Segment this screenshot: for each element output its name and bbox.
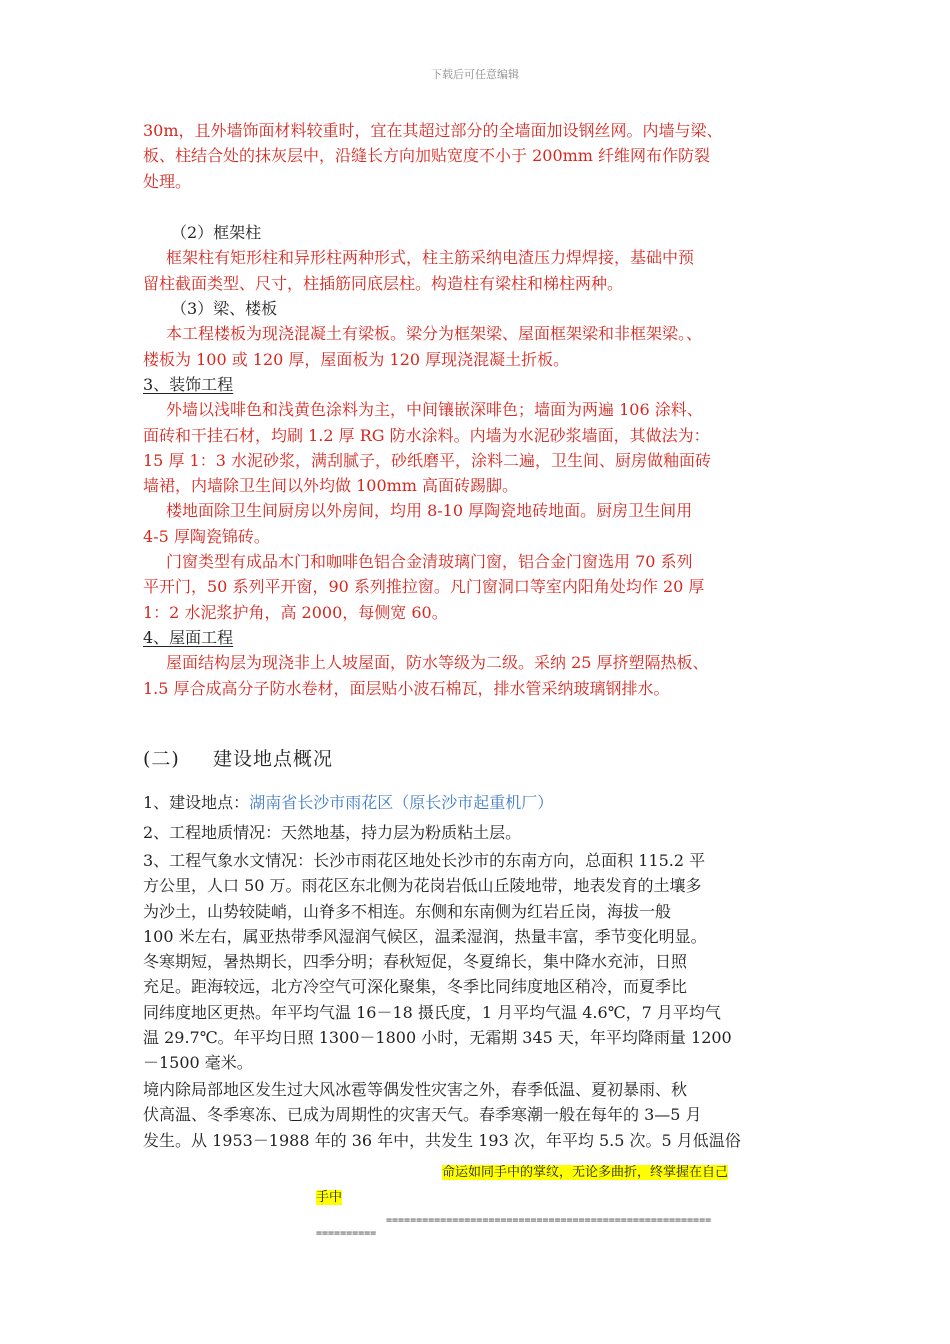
text-line: 1.5 厚合成高分子防水卷材，面层贴小波石棉瓦，排水管采纳玻璃钢排水。 [143, 678, 670, 698]
footer-quote [316, 1160, 796, 1210]
text-line: 楼板为 100 或 120 厚，屋面板为 120 厚现浇混凝土折板。 [143, 349, 570, 369]
top-paragraph [143, 118, 815, 194]
text-line: 100 米左右，属亚热带季风湿润气候区，温柔湿润，热量丰富，季节变化明显。 [143, 926, 707, 946]
text-line: 2、工程地质情况：天然地基，持力层为粉质粘土层。 [143, 823, 522, 842]
text-line: 伏高温、冬季寒冻、已成为周期性的灾害天气。春季寒潮一般在每年的 3—5 月 [143, 1105, 702, 1125]
text-line: 30m，且外墙饰面材料较重时，宜在其超过部分的全墙面加设钢丝网。内墙与梁、 [143, 121, 723, 140]
beam-slab-section [143, 296, 815, 372]
quote-line: 命运如同手中的掌纹，无论多曲折，终掌握在自己 [442, 1165, 729, 1180]
text-line: 冬寒期短，暑热期长，四季分明；春秋短促，冬夏绵长，集中降水充沛，日照 [143, 952, 688, 972]
text-line: 留柱截面类型、尺寸，柱插筋同底层柱。构造柱有梁柱和梯柱两种。 [143, 273, 624, 293]
text-line: 板、柱结合处的抹灰层中，沿缝长方向加贴宽度不小于 200mm 纤维网布作防裂 [143, 146, 711, 166]
text-line: 为沙土，山势较陡峭，山脊多不相连。东侧和东南侧为红岩丘岗，海拔一般 [143, 901, 672, 921]
site-info [143, 790, 815, 815]
site-location [143, 790, 815, 815]
text-line: 境内除局部地区发生过大风冰雹等偶发性灾害之外，春季低温、夏初暴雨、秋 [143, 1080, 688, 1099]
text-line: 楼地面除卫生间厨房以外房间，均用 8-10 厚陶瓷地砖地面。厨房卫生间用 [166, 501, 693, 521]
text-line: 充足。距海较远，北方冷空气可深化聚集，冬季比同纬度地区稍冷，而夏季比 [143, 977, 688, 997]
text-line: 墙裙，内墙除卫生间以外均做 100mm 高面砖踢脚。 [143, 476, 519, 496]
site-climate [143, 848, 815, 1076]
site-disaster [143, 1077, 815, 1153]
text-line: 15 厚 1：3 水泥砂浆，满刮腻子，砂纸磨平，涂料二遍，卫生间、厨房做釉面砖 [143, 450, 711, 470]
subsection-title: （2）框架柱 [171, 223, 262, 242]
section-title [143, 744, 333, 771]
text-line: 同纬度地区更热。年平均气温 16－18 摄氏度，1 月平均气温 4.6℃，7 月平均气 [143, 1002, 721, 1022]
text-line: 处理。 [143, 171, 192, 191]
text-line: 屋面结构层为现浇非上人坡屋面，防水等级为二级。采纳 25 厚挤塑隔热板、 [166, 653, 709, 673]
text-line: 温 29.7℃。年平均日照 1300－1800 小时，无霜期 345 天，年平均降雨量 1200 [143, 1028, 732, 1048]
site-location-value: 湖南省长沙市雨花区（原长沙市起重机厂） [249, 793, 554, 812]
text-line: 外墙以浅啡色和浅黄色涂料为主，中间镶嵌深啡色；墙面为两遍 106 涂料、 [166, 400, 703, 420]
decoration-section [143, 372, 815, 701]
text-line: 框架柱有矩形柱和异形柱两种形式，柱主筋采纳电渣压力焊焊接，基础中预 [166, 248, 695, 268]
text-line: 方公里，人口 50 万。雨花区东北侧为花岗岩低山丘陵地带，地表发育的土壤多 [143, 876, 702, 896]
rule-line: ====================================================== [386, 1215, 712, 1226]
quote-line: 手中 [316, 1190, 343, 1205]
page-header-note: 下载后可任意编辑 [431, 68, 519, 81]
text-line: 发生。从 1953－1988 年的 36 年中，共发生 193 次，年平均 5.5 次。5 月低温俗 [143, 1130, 741, 1150]
text-line: 3、工程气象水文情况：长沙市雨花区地处长沙市的东南方向，总面积 115.2 平 [143, 851, 706, 870]
section-heading: 3、装饰工程 [143, 375, 234, 394]
text-line: 平开门，50 系列平开窗，90 系列推拉窗。凡门窗洞口等室内阳角处均作 20 厚 [143, 577, 705, 597]
subsection-title: （3）梁、楼板 [171, 299, 278, 318]
rule-line: ========== [316, 1228, 377, 1239]
frame-column-section [143, 220, 815, 296]
text-line: 本工程楼板为现浇混凝土有梁板。梁分为框架梁、屋面框架梁和非框架梁。、 [166, 324, 703, 344]
section-heading: 4、屋面工程 [143, 627, 234, 647]
site-location-label: 1、建设地点： [143, 793, 250, 812]
site-geology [143, 820, 815, 845]
section-title-text: 建设地点概况 [213, 748, 334, 770]
section-number: (二) [143, 748, 180, 770]
text-line: 面砖和干挂石材，均刷 1.2 厚 RG 防水涂料。内墙为水泥砂浆墙面，其做法为： [143, 425, 710, 445]
text-line: 1：2 水泥浆护角，高 2000，每侧宽 60。 [143, 602, 448, 622]
text-line: －1500 毫米。 [143, 1053, 253, 1073]
text-line: 门窗类型有成品木门和咖啡色铝合金清玻璃门窗，铝合金门窗选用 70 系列 [166, 552, 693, 572]
footer-rule [316, 1214, 800, 1240]
text-line: 4-5 厚陶瓷锦砖。 [143, 526, 270, 546]
